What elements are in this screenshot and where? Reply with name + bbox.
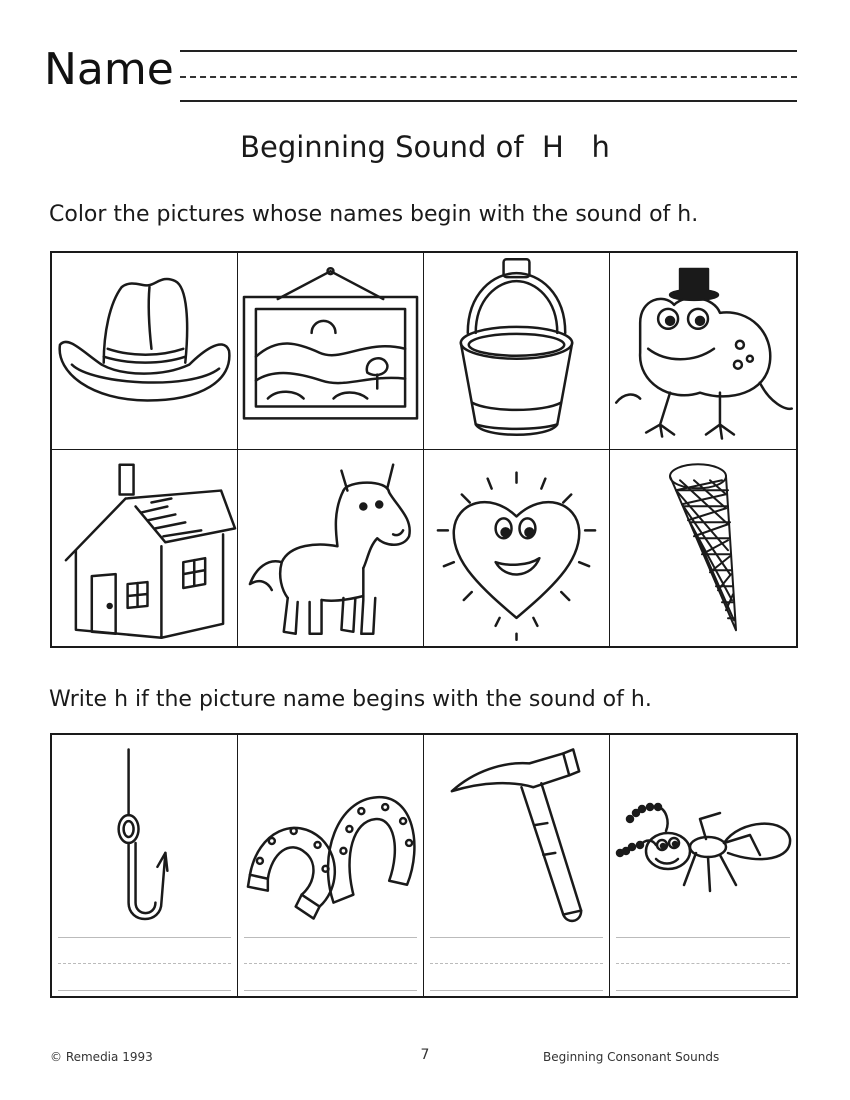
- writing-grid: [50, 733, 798, 998]
- page-title: Beginning Sound of H h: [240, 130, 610, 164]
- write-line-bottom: [58, 990, 231, 991]
- instruction-color: Color the pictures whose names begin with the sound of h.: [49, 202, 699, 227]
- footer-copyright: © Remedia 1993: [50, 1050, 153, 1064]
- write-line-top: [244, 937, 417, 938]
- hammer-icon: [424, 735, 609, 931]
- horseshoes-icon: [238, 735, 423, 931]
- name-line-dashed: [180, 76, 797, 78]
- picture-cell-hat[interactable]: [52, 253, 238, 450]
- picture-cell-cone[interactable]: [610, 450, 796, 647]
- write-line-top: [616, 937, 790, 938]
- write-line-top: [58, 937, 231, 938]
- frog-with-top-hat-icon: [610, 253, 796, 449]
- picture-cell-picture[interactable]: [238, 253, 424, 450]
- horse-icon: [238, 450, 423, 647]
- writing-cell-hammer: [424, 735, 610, 996]
- name-line-bottom[interactable]: [180, 100, 797, 102]
- ice-cream-cone-icon: [610, 450, 796, 647]
- picture-cell-bucket[interactable]: [424, 253, 610, 450]
- picture-cell-horse[interactable]: [238, 450, 424, 647]
- picture-cell-frog[interactable]: [610, 253, 796, 450]
- ant-icon: [610, 735, 796, 931]
- picture-frame-icon: [238, 253, 423, 449]
- writing-cell-horseshoes: [238, 735, 424, 996]
- write-line-bottom: [616, 990, 790, 991]
- write-line-bottom: [430, 990, 603, 991]
- name-label: Name: [44, 44, 174, 95]
- bucket-icon: [424, 253, 609, 449]
- picture-cell-house[interactable]: [52, 450, 238, 647]
- fish-hook-icon: [52, 735, 237, 931]
- write-line-bottom: [244, 990, 417, 991]
- heart-icon: [424, 450, 609, 647]
- hat-icon: [52, 253, 237, 449]
- write-line-dashed[interactable]: [616, 963, 790, 964]
- name-line-top: [180, 50, 797, 52]
- instruction-write: Write h if the picture name begins with the sound of h.: [49, 687, 652, 712]
- footer-book-title: Beginning Consonant Sounds: [543, 1050, 720, 1064]
- write-line-dashed[interactable]: [244, 963, 417, 964]
- writing-cell-hook: [52, 735, 238, 996]
- picture-cell-heart[interactable]: [424, 450, 610, 647]
- write-line-top: [430, 937, 603, 938]
- coloring-grid: [50, 251, 798, 648]
- footer-page-number: 7: [420, 1047, 430, 1063]
- house-icon: [52, 450, 237, 647]
- write-line-dashed[interactable]: [58, 963, 231, 964]
- writing-cell-ant: [610, 735, 796, 996]
- write-line-dashed[interactable]: [430, 963, 603, 964]
